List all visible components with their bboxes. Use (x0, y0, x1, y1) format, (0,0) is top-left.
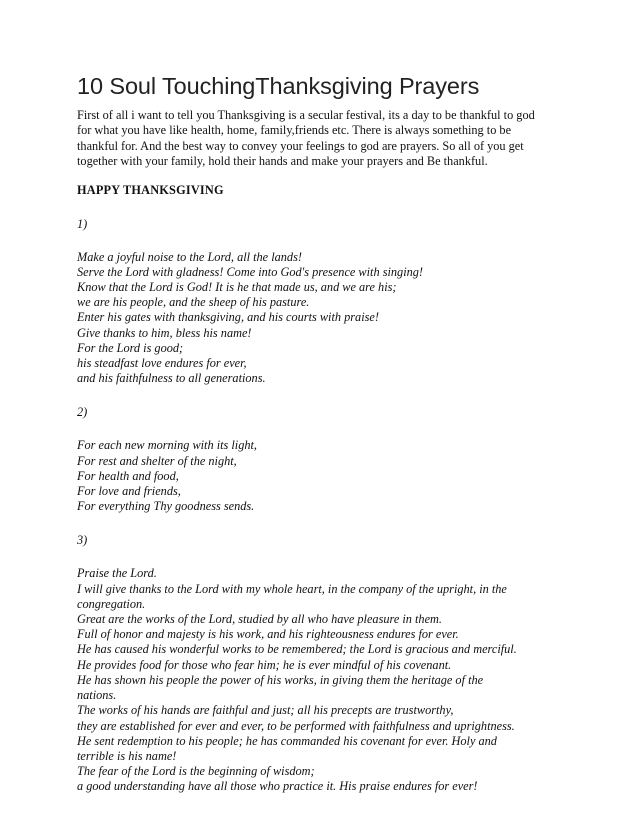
prayer-number: 3) (77, 533, 88, 548)
verse-line: For health and food, (77, 468, 179, 483)
verse-line: nations. (77, 688, 117, 703)
verse-line: Know that the Lord is God! It is he that made us, and we are his; (77, 280, 397, 295)
verse-line: Make a joyful noise to the Lord, all the lands! (77, 249, 302, 264)
verse-line: terrible is his name! (77, 748, 177, 763)
intro-line: First of all i want to tell you Thanksgiving is a secular festival, its a day to be thankful to god (77, 108, 535, 122)
verse-line: Serve the Lord with gladness! Come into God's presence with singing! (77, 264, 423, 279)
verse-line: Enter his gates with thanksgiving, and his courts with praise! (77, 310, 379, 325)
verse-line: his steadfast love endures for ever, (77, 356, 247, 371)
section-heading: HAPPY THANKSGIVING (77, 182, 224, 197)
verse-line: For everything Thy goodness sends. (77, 499, 255, 514)
verse-line: Full of honor and majesty is his work, and his righteousness endures for ever. (77, 627, 459, 642)
verse-line: we are his people, and the sheep of his pasture. (77, 295, 310, 310)
verse-line: The fear of the Lord is the beginning of wisdom; (77, 764, 315, 779)
verse-line: Great are the works of the Lord, studied by all who have pleasure in them. (77, 612, 442, 627)
prayer-verse (77, 566, 577, 794)
verse-line: For rest and shelter of the night, (77, 453, 237, 468)
verse-line: a good understanding have all those who practice it. His praise endures for ever! (77, 779, 478, 794)
verse-line: For love and friends, (77, 484, 181, 499)
prayer-number: 1) (77, 216, 88, 231)
document-page (77, 72, 577, 795)
verse-line: Give thanks to him, bless his name! (77, 325, 252, 340)
verse-line: Praise the Lord. (77, 566, 157, 581)
document-title: 10 Soul TouchingThanksgiving Prayers (77, 73, 480, 99)
verse-line: He sent redemption to his people; he has commanded his covenant for ever. Holy and (77, 733, 497, 748)
verse-line: For the Lord is good; (77, 340, 184, 355)
verse-line: He has caused his wonderful works to be remembered; the Lord is gracious and merciful. (77, 642, 517, 657)
prayer-verse (77, 250, 577, 387)
verse-line: they are established for ever and ever, to be performed with faithfulness and uprightness. (77, 718, 515, 733)
verse-line: congregation. (77, 596, 146, 611)
verse-line: The works of his hands are faithful and just; all his precepts are trustworthy, (77, 703, 454, 718)
intro-line: together with your family, hold their hands and make your prayers and Be thankful. (77, 154, 488, 169)
prayer-verse (77, 438, 577, 514)
intro-line: thankful for. And the best way to convey your feelings to god are prayers. So all of you get (77, 138, 524, 153)
verse-line: He provides food for those who fear him; he is ever mindful of his covenant. (77, 657, 452, 672)
verse-line: I will give thanks to the Lord with my whole heart, in the company of the upright, in the (77, 581, 507, 596)
intro-paragraph (77, 108, 577, 170)
verse-line: He has shown his people the power of his works, in giving them the heritage of the (77, 672, 484, 687)
prayer-number: 2) (77, 405, 88, 420)
verse-line: and his faithfulness to all generations. (77, 371, 266, 386)
intro-line: for what you have like health, home, family,friends etc. There is always something to be (77, 123, 512, 138)
verse-line: For each new morning with its light, (77, 438, 258, 453)
